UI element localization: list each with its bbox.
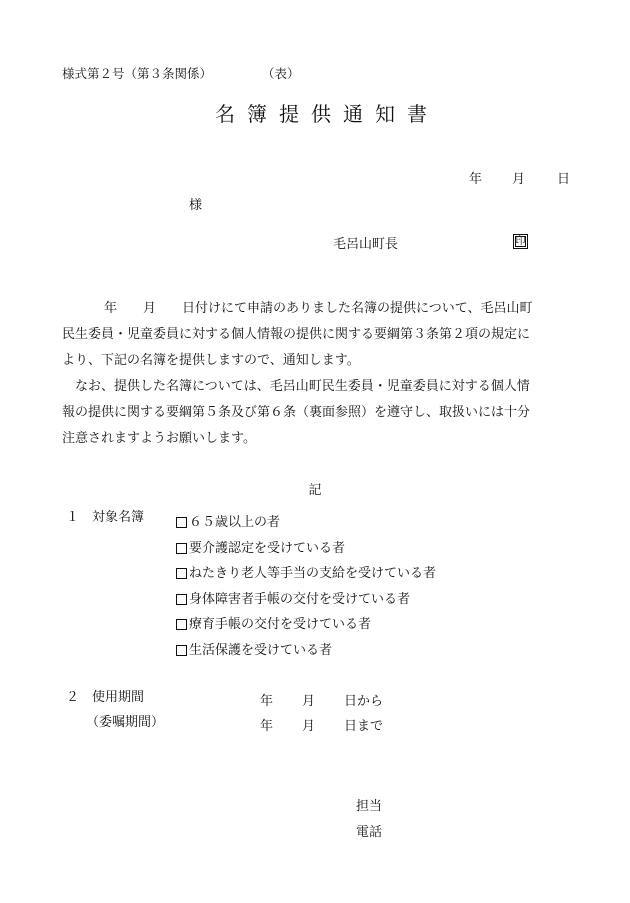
list-item: 生活保護を受けている者 <box>176 638 436 664</box>
sender-name: 毛呂山町長 <box>333 237 399 252</box>
body-line-5: 報の提供に関する要綱第５条及び第６条（裏面参照）を遵守し、取扱いには十分 <box>62 405 531 420</box>
checkbox[interactable] <box>176 517 187 528</box>
body-line-6: 注意されますようお願いします。 <box>62 431 256 446</box>
contact-block <box>356 794 382 846</box>
issue-date-month: 月 <box>512 172 526 187</box>
list-item: ６５歳以上の者 <box>176 510 436 536</box>
section-2-sublabel: （委嘱期間） <box>86 715 165 730</box>
list-item: 身体障害者手帳の交付を受けている者 <box>176 587 436 613</box>
checkbox[interactable] <box>176 619 187 630</box>
checkbox[interactable] <box>176 645 187 656</box>
checkbox[interactable] <box>176 543 187 554</box>
section-1-label: 対象名簿 <box>92 510 145 525</box>
period-from-day: 日から <box>344 694 384 709</box>
list-item: 要介護認定を受けている者 <box>176 536 436 562</box>
issue-date <box>469 172 570 188</box>
period-from-month: 月 <box>302 694 316 709</box>
section-2-label: 使用期間 <box>92 690 145 705</box>
period-to-month: 月 <box>302 719 316 734</box>
body-line-1: 年 月 日付けにて申請のありました名簿の提供について、毛呂山町 <box>104 301 533 316</box>
body-line-3: より、下記の名簿を提供しますので、通知します。 <box>62 353 360 368</box>
period-from-year: 年 <box>260 694 274 709</box>
ki-heading: 記 <box>308 483 322 498</box>
seal-stamp: 印 <box>513 234 528 249</box>
recipient-suffix: 様 <box>189 198 203 213</box>
contact-phone-label: 電話 <box>356 825 383 840</box>
issue-date-year: 年 <box>469 172 483 187</box>
document-title: 名簿提供通知書 <box>215 102 439 126</box>
checkbox[interactable] <box>176 568 187 579</box>
notice-body <box>62 296 582 452</box>
section-2-number: ２ <box>66 690 80 705</box>
period-to-year: 年 <box>260 719 274 734</box>
body-line-2: 民生委員・児童委員に対する個人情報の提供に関する要綱第３条第２項の規定に <box>62 327 531 342</box>
period-to-day: 日まで <box>344 719 384 734</box>
issue-date-day: 日 <box>557 172 571 187</box>
contact-person-label: 担当 <box>356 799 383 814</box>
section-1-number: １ <box>66 510 80 525</box>
body-line-4: なお、提供した名簿については、毛呂山町民生委員・児童委員に対する個人情 <box>75 379 530 394</box>
target-list <box>176 510 436 663</box>
list-item: ねたきり老人等手当の支給を受けている者 <box>176 561 436 587</box>
list-item: 療育手帳の交付を受けている者 <box>176 612 436 638</box>
form-number: 様式第２号（第３条関係） （表） <box>62 66 300 81</box>
checkbox[interactable] <box>176 594 187 605</box>
